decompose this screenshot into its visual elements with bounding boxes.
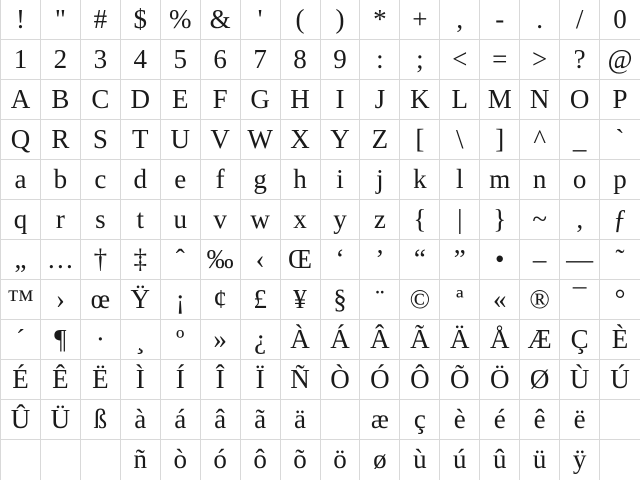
glyph-cell[interactable]: Î bbox=[201, 360, 241, 400]
glyph-cell[interactable] bbox=[1, 440, 41, 480]
glyph-cell[interactable]: ü bbox=[520, 440, 560, 480]
glyph-cell[interactable]: _ bbox=[560, 120, 600, 160]
glyph-cell[interactable]: U bbox=[161, 120, 201, 160]
glyph-cell[interactable]: ú bbox=[440, 440, 480, 480]
glyph-cell[interactable]: Ö bbox=[480, 360, 520, 400]
glyph-cell[interactable]: „ bbox=[1, 240, 41, 280]
glyph-cell[interactable]: ~ bbox=[520, 200, 560, 240]
glyph-cell[interactable]: | bbox=[440, 200, 480, 240]
glyph-cell[interactable]: . bbox=[520, 0, 560, 40]
glyph-cell[interactable]: ‰ bbox=[201, 240, 241, 280]
glyph-cell[interactable]: * bbox=[360, 0, 400, 40]
glyph-cell[interactable] bbox=[600, 400, 640, 440]
glyph-cell[interactable]: B bbox=[41, 80, 81, 120]
glyph-cell[interactable]: ¸ bbox=[121, 320, 161, 360]
glyph-cell[interactable]: æ bbox=[360, 400, 400, 440]
glyph-cell[interactable]: ñ bbox=[121, 440, 161, 480]
glyph-cell[interactable]: … bbox=[41, 240, 81, 280]
glyph-cell[interactable]: 0 bbox=[600, 0, 640, 40]
glyph-cell[interactable]: ‘ bbox=[321, 240, 361, 280]
glyph-cell[interactable]: Ò bbox=[321, 360, 361, 400]
glyph-cell[interactable]: p bbox=[600, 160, 640, 200]
glyph-cell[interactable]: Z bbox=[360, 120, 400, 160]
glyph-cell[interactable]: Ä bbox=[440, 320, 480, 360]
glyph-cell[interactable]: Í bbox=[161, 360, 201, 400]
glyph-cell[interactable]: ƒ bbox=[600, 200, 640, 240]
glyph-cell[interactable]: Ø bbox=[520, 360, 560, 400]
glyph-cell[interactable]: o bbox=[560, 160, 600, 200]
glyph-cell[interactable]: © bbox=[400, 280, 440, 320]
glyph-cell[interactable]: ë bbox=[560, 400, 600, 440]
glyph-cell[interactable]: ) bbox=[321, 0, 361, 40]
glyph-cell[interactable]: ' bbox=[241, 0, 281, 40]
glyph-cell[interactable]: x bbox=[281, 200, 321, 240]
glyph-cell[interactable]: a bbox=[1, 160, 41, 200]
glyph-cell[interactable]: 2 bbox=[41, 40, 81, 80]
glyph-cell[interactable]: ò bbox=[161, 440, 201, 480]
glyph-cell[interactable]: Ú bbox=[600, 360, 640, 400]
glyph-cell[interactable]: Œ bbox=[281, 240, 321, 280]
glyph-cell[interactable]: Ù bbox=[560, 360, 600, 400]
glyph-cell[interactable]: > bbox=[520, 40, 560, 80]
glyph-cell[interactable]: É bbox=[1, 360, 41, 400]
glyph-cell[interactable]: › bbox=[41, 280, 81, 320]
glyph-cell[interactable]: à bbox=[121, 400, 161, 440]
glyph-cell[interactable]: ã bbox=[241, 400, 281, 440]
glyph-cell[interactable]: Á bbox=[321, 320, 361, 360]
glyph-cell[interactable]: ß bbox=[81, 400, 121, 440]
glyph-cell[interactable]: ª bbox=[440, 280, 480, 320]
glyph-cell[interactable]: s bbox=[81, 200, 121, 240]
glyph-cell[interactable]: T bbox=[121, 120, 161, 160]
glyph-cell[interactable]: H bbox=[281, 80, 321, 120]
glyph-cell[interactable]: j bbox=[360, 160, 400, 200]
glyph-cell[interactable]: £ bbox=[241, 280, 281, 320]
glyph-cell[interactable]: â bbox=[201, 400, 241, 440]
glyph-cell[interactable]: ¡ bbox=[161, 280, 201, 320]
glyph-cell[interactable]: Û bbox=[1, 400, 41, 440]
glyph-cell[interactable]: ? bbox=[560, 40, 600, 80]
glyph-cell[interactable]: c bbox=[81, 160, 121, 200]
glyph-cell[interactable]: r bbox=[41, 200, 81, 240]
glyph-cell[interactable]: Ü bbox=[41, 400, 81, 440]
glyph-cell[interactable]: / bbox=[560, 0, 600, 40]
glyph-cell[interactable]: 5 bbox=[161, 40, 201, 80]
glyph-cell[interactable]: g bbox=[241, 160, 281, 200]
glyph-cell[interactable]: ó bbox=[201, 440, 241, 480]
glyph-cell[interactable]: ¨ bbox=[360, 280, 400, 320]
glyph-cell[interactable]: ] bbox=[480, 120, 520, 160]
glyph-cell[interactable]: è bbox=[440, 400, 480, 440]
glyph-cell[interactable]: È bbox=[600, 320, 640, 360]
glyph-cell[interactable]: G bbox=[241, 80, 281, 120]
glyph-cell[interactable]: Õ bbox=[440, 360, 480, 400]
glyph-cell[interactable]: } bbox=[480, 200, 520, 240]
glyph-cell[interactable]: E bbox=[161, 80, 201, 120]
glyph-cell[interactable]: º bbox=[161, 320, 201, 360]
glyph-cell[interactable] bbox=[41, 440, 81, 480]
glyph-cell[interactable]: ä bbox=[281, 400, 321, 440]
glyph-cell[interactable]: á bbox=[161, 400, 201, 440]
glyph-cell[interactable] bbox=[600, 440, 640, 480]
glyph-cell[interactable]: ¿ bbox=[241, 320, 281, 360]
glyph-cell[interactable]: § bbox=[321, 280, 361, 320]
glyph-cell[interactable]: ‹ bbox=[241, 240, 281, 280]
glyph-cell[interactable]: • bbox=[480, 240, 520, 280]
glyph-cell[interactable]: ‡ bbox=[121, 240, 161, 280]
glyph-cell[interactable]: O bbox=[560, 80, 600, 120]
glyph-cell[interactable]: ” bbox=[440, 240, 480, 280]
glyph-cell[interactable]: m bbox=[480, 160, 520, 200]
glyph-cell[interactable]: Ô bbox=[400, 360, 440, 400]
glyph-cell[interactable]: À bbox=[281, 320, 321, 360]
glyph-cell[interactable]: w bbox=[241, 200, 281, 240]
glyph-cell[interactable]: e bbox=[161, 160, 201, 200]
glyph-cell[interactable]: L bbox=[440, 80, 480, 120]
glyph-cell[interactable]: · bbox=[81, 320, 121, 360]
glyph-cell[interactable]: # bbox=[81, 0, 121, 40]
glyph-cell[interactable]: N bbox=[520, 80, 560, 120]
glyph-cell[interactable]: P bbox=[600, 80, 640, 120]
glyph-cell[interactable]: Ñ bbox=[281, 360, 321, 400]
glyph-cell[interactable]: % bbox=[161, 0, 201, 40]
glyph-cell[interactable]: Ã bbox=[400, 320, 440, 360]
glyph-cell[interactable]: [ bbox=[400, 120, 440, 160]
glyph-cell[interactable]: ù bbox=[400, 440, 440, 480]
glyph-cell[interactable]: Å bbox=[480, 320, 520, 360]
glyph-cell[interactable]: Y bbox=[321, 120, 361, 160]
glyph-cell[interactable]: t bbox=[121, 200, 161, 240]
glyph-cell[interactable]: ˜ bbox=[600, 240, 640, 280]
glyph-cell[interactable]: S bbox=[81, 120, 121, 160]
glyph-cell[interactable]: Ó bbox=[360, 360, 400, 400]
glyph-cell[interactable]: ö bbox=[321, 440, 361, 480]
glyph-cell[interactable]: D bbox=[121, 80, 161, 120]
glyph-cell[interactable]: d bbox=[121, 160, 161, 200]
glyph-cell[interactable]: y bbox=[321, 200, 361, 240]
glyph-cell[interactable]: F bbox=[201, 80, 241, 120]
glyph-cell[interactable]: ø bbox=[360, 440, 400, 480]
glyph-cell[interactable]: ^ bbox=[520, 120, 560, 160]
glyph-cell[interactable]: : bbox=[360, 40, 400, 80]
glyph-cell[interactable]: + bbox=[400, 0, 440, 40]
glyph-cell[interactable]: - bbox=[480, 0, 520, 40]
glyph-cell[interactable]: k bbox=[400, 160, 440, 200]
glyph-cell[interactable]: õ bbox=[281, 440, 321, 480]
glyph-cell[interactable]: z bbox=[360, 200, 400, 240]
glyph-cell[interactable]: & bbox=[201, 0, 241, 40]
glyph-cell[interactable]: i bbox=[321, 160, 361, 200]
glyph-cell[interactable]: C bbox=[81, 80, 121, 120]
glyph-cell[interactable]: I bbox=[321, 80, 361, 120]
glyph-cell[interactable]: @ bbox=[600, 40, 640, 80]
glyph-cell[interactable]: ™ bbox=[1, 280, 41, 320]
glyph-cell[interactable]: † bbox=[81, 240, 121, 280]
glyph-cell[interactable]: ; bbox=[400, 40, 440, 80]
glyph-cell[interactable]: ® bbox=[520, 280, 560, 320]
glyph-cell[interactable] bbox=[321, 400, 361, 440]
glyph-cell[interactable]: ô bbox=[241, 440, 281, 480]
glyph-cell[interactable]: 1 bbox=[1, 40, 41, 80]
glyph-cell[interactable]: X bbox=[281, 120, 321, 160]
glyph-cell[interactable]: 4 bbox=[121, 40, 161, 80]
glyph-cell[interactable]: h bbox=[281, 160, 321, 200]
glyph-cell[interactable]: ‚ bbox=[560, 200, 600, 240]
glyph-cell[interactable]: » bbox=[201, 320, 241, 360]
glyph-cell[interactable]: W bbox=[241, 120, 281, 160]
glyph-cell[interactable]: ê bbox=[520, 400, 560, 440]
glyph-cell[interactable]: V bbox=[201, 120, 241, 160]
glyph-cell[interactable]: ¯ bbox=[560, 280, 600, 320]
glyph-cell[interactable]: ( bbox=[281, 0, 321, 40]
glyph-cell[interactable]: $ bbox=[121, 0, 161, 40]
glyph-cell[interactable]: ç bbox=[400, 400, 440, 440]
glyph-cell[interactable]: — bbox=[560, 240, 600, 280]
glyph-cell[interactable]: Â bbox=[360, 320, 400, 360]
glyph-cell[interactable]: = bbox=[480, 40, 520, 80]
glyph-cell[interactable]: A bbox=[1, 80, 41, 120]
glyph-cell[interactable]: œ bbox=[81, 280, 121, 320]
glyph-cell[interactable]: l bbox=[440, 160, 480, 200]
glyph-cell[interactable]: Ÿ bbox=[121, 280, 161, 320]
glyph-cell[interactable]: \ bbox=[440, 120, 480, 160]
glyph-cell[interactable]: K bbox=[400, 80, 440, 120]
glyph-cell[interactable]: n bbox=[520, 160, 560, 200]
glyph-cell[interactable] bbox=[81, 440, 121, 480]
glyph-cell[interactable]: ! bbox=[1, 0, 41, 40]
glyph-cell[interactable]: « bbox=[480, 280, 520, 320]
glyph-cell[interactable]: b bbox=[41, 160, 81, 200]
glyph-cell[interactable]: ¢ bbox=[201, 280, 241, 320]
glyph-cell[interactable]: 6 bbox=[201, 40, 241, 80]
glyph-cell[interactable]: ¥ bbox=[281, 280, 321, 320]
glyph-cell[interactable]: ’ bbox=[360, 240, 400, 280]
glyph-cell[interactable]: Ë bbox=[81, 360, 121, 400]
glyph-cell[interactable]: R bbox=[41, 120, 81, 160]
glyph-cell[interactable]: f bbox=[201, 160, 241, 200]
glyph-cell[interactable]: { bbox=[400, 200, 440, 240]
glyph-cell[interactable]: ˆ bbox=[161, 240, 201, 280]
glyph-cell[interactable]: 8 bbox=[281, 40, 321, 80]
glyph-cell[interactable]: q bbox=[1, 200, 41, 240]
glyph-cell[interactable]: ´ bbox=[1, 320, 41, 360]
glyph-cell[interactable]: J bbox=[360, 80, 400, 120]
glyph-cell[interactable]: ` bbox=[600, 120, 640, 160]
glyph-cell[interactable]: Æ bbox=[520, 320, 560, 360]
glyph-cell[interactable]: ° bbox=[600, 280, 640, 320]
glyph-cell[interactable]: Ç bbox=[560, 320, 600, 360]
glyph-cell[interactable]: ¶ bbox=[41, 320, 81, 360]
glyph-cell[interactable]: Ì bbox=[121, 360, 161, 400]
glyph-cell[interactable]: Ê bbox=[41, 360, 81, 400]
glyph-cell[interactable]: Ï bbox=[241, 360, 281, 400]
glyph-cell[interactable]: Q bbox=[1, 120, 41, 160]
glyph-cell[interactable]: , bbox=[440, 0, 480, 40]
glyph-cell[interactable]: “ bbox=[400, 240, 440, 280]
glyph-cell[interactable]: ÿ bbox=[560, 440, 600, 480]
glyph-cell[interactable]: – bbox=[520, 240, 560, 280]
glyph-cell[interactable]: u bbox=[161, 200, 201, 240]
glyph-cell[interactable]: é bbox=[480, 400, 520, 440]
glyph-cell[interactable]: M bbox=[480, 80, 520, 120]
glyph-cell[interactable]: 7 bbox=[241, 40, 281, 80]
glyph-cell[interactable]: v bbox=[201, 200, 241, 240]
glyph-cell[interactable]: 9 bbox=[321, 40, 361, 80]
glyph-cell[interactable]: " bbox=[41, 0, 81, 40]
glyph-cell[interactable]: 3 bbox=[81, 40, 121, 80]
glyph-cell[interactable]: < bbox=[440, 40, 480, 80]
glyph-cell[interactable]: û bbox=[480, 440, 520, 480]
